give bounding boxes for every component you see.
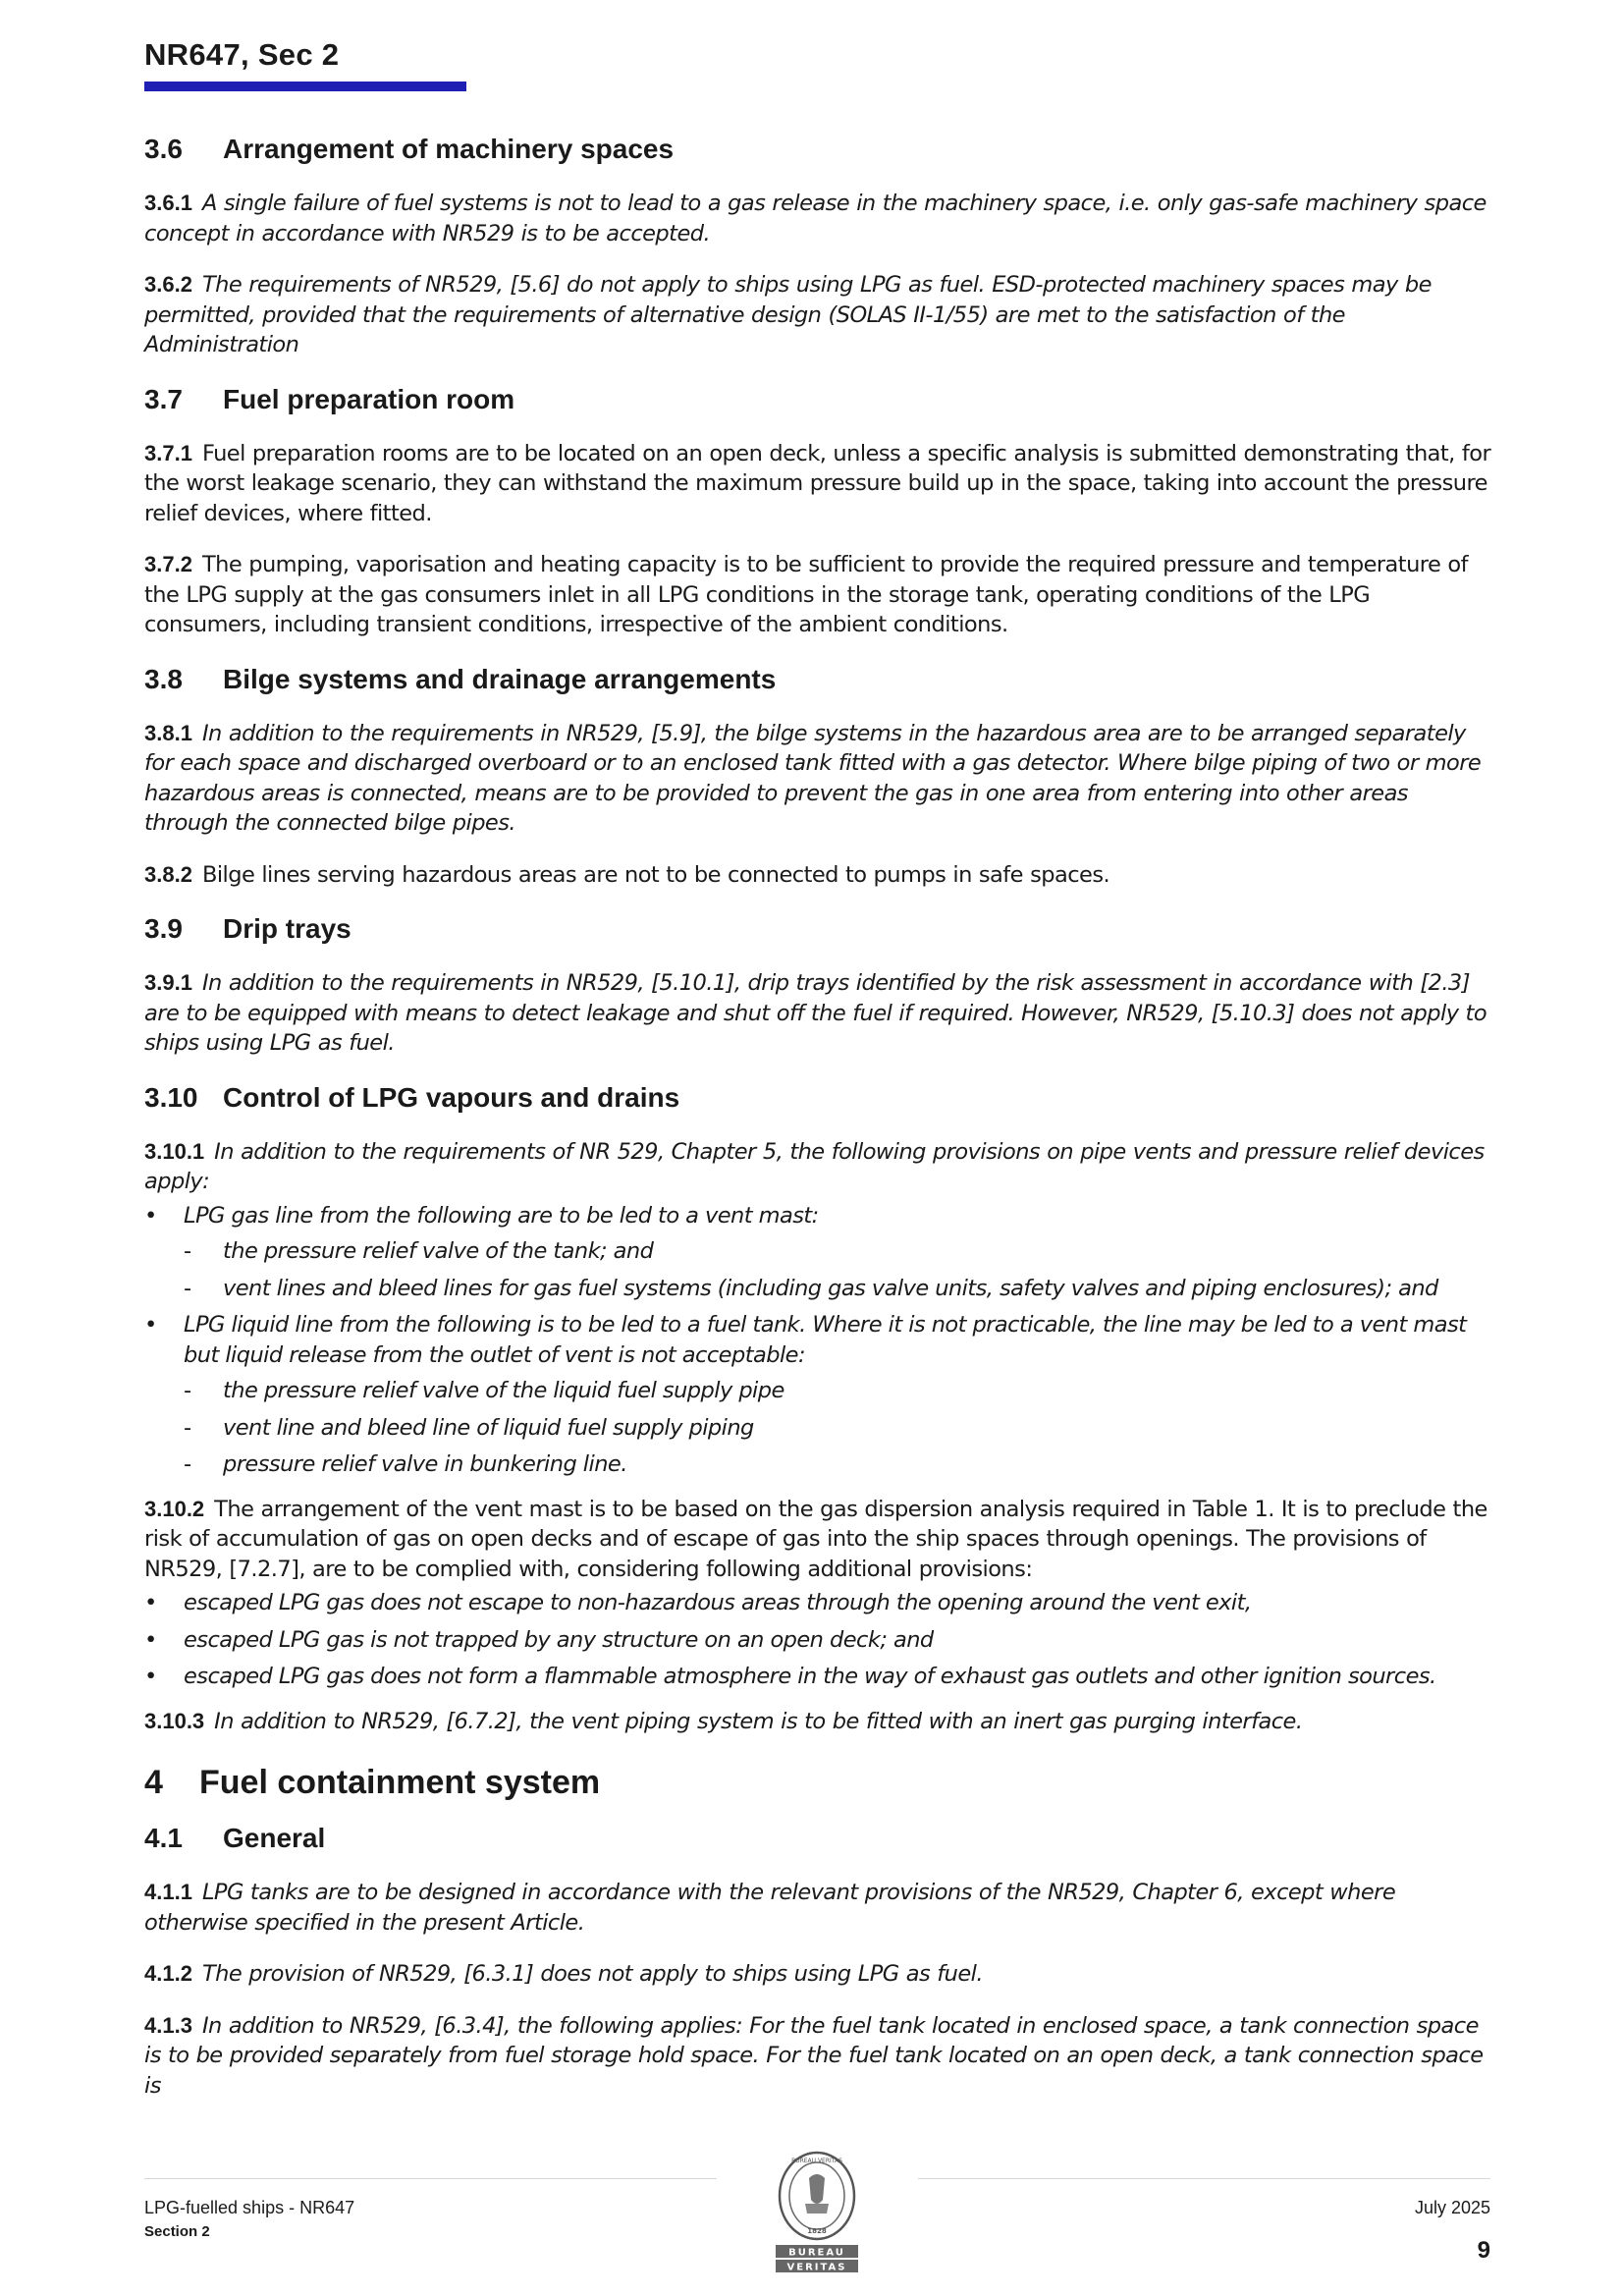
chapter-heading-4 (144, 1762, 1491, 1803)
dash-marker: - (184, 1238, 191, 1264)
bullet-marker: • (144, 1626, 157, 1653)
section-number: 3.9 (144, 913, 183, 944)
paragraph-3-10-3 (144, 1707, 1491, 1737)
paragraph-3-9-1 (144, 968, 1491, 1059)
chapter-number: 4 (144, 1764, 163, 1801)
paragraph-3-7-1 (144, 439, 1491, 529)
paragraph-3-6-1 (144, 189, 1491, 248)
list-item (144, 1310, 1491, 1480)
section-title: Drip trays (223, 913, 351, 944)
footer-divider-right (918, 2178, 1490, 2179)
paragraph-number: 4.1.2 (144, 1961, 192, 1986)
paragraph-number: 3.10.2 (144, 1496, 205, 1521)
list-item (144, 1201, 1491, 1304)
paragraph-text: In addition to the requirements in NR529, [5.9], the bilge systems in the hazardous area are to be arranged separately for each space and discharged overboard or to an enclosed tank fitted with a gas detector. Where bilge piping of two or more hazardous areas is connected, means are to be provided to prevent the gas in one area from entering into other areas through the connected bilge pipes. (144, 720, 1482, 836)
paragraph-3-8-2 (144, 860, 1491, 891)
paragraph-text: LPG tanks are to be designed in accordance with the relevant provisions of the NR529, Chapter 6, except where otherwise specified in the present Article. (144, 1880, 1396, 1936)
sub-list-item (184, 1274, 1491, 1304)
section-number: 3.10 (144, 1081, 198, 1113)
paragraph-number: 3.10.3 (144, 1708, 205, 1733)
list-item (144, 1625, 1491, 1656)
dash-marker: - (184, 1414, 191, 1441)
section-heading-4-1 (144, 1821, 1491, 1856)
section-title: Control of LPG vapours and drains (223, 1081, 680, 1113)
section-number: 3.8 (144, 663, 183, 694)
paragraph-number: 3.8.2 (144, 861, 192, 887)
sub-list (184, 1236, 1491, 1303)
paragraph-number: 4.1.3 (144, 2012, 192, 2038)
logo-year: 1828 (807, 2227, 827, 2235)
paragraph-number: 3.6.2 (144, 272, 192, 297)
sub-list (184, 1376, 1491, 1480)
paragraph-number: 3.6.1 (144, 191, 192, 215)
section-heading-3-8 (144, 662, 1491, 697)
section-title: Arrangement of machinery spaces (223, 134, 675, 164)
paragraph-text: In addition to the requirements in NR529, [5.10.1], drip trays identified by the risk assessment in accordance with [2.3] are to be equipped with means to detect leakage and shut off the fuel if required. However, NR529, [5.10.3] does not apply to ships using LPG as fuel. (144, 970, 1487, 1056)
paragraph-text: In addition to NR529, [6.7.2], the vent piping system is to be fitted with an inert gas purging interface. (214, 1708, 1303, 1734)
paragraph-3-8-1 (144, 719, 1491, 839)
paragraph-text: In addition to the requirements of NR 529, Chapter 5, the following provisions on pipe vents and pressure relief devices apply: (144, 1138, 1485, 1194)
document-body (144, 132, 1491, 2122)
paragraph-text: The pumping, vaporisation and heating capacity is to be sufficient to provide the required pressure and temperature of the LPG supply at the gas consumers inlet in all LPG conditions in the storage tank, operating conditions of the LPG consumers, including transient conditions, irrespective of the ambient conditions. (144, 552, 1468, 637)
sub-list-item-text: vent lines and bleed lines for gas fuel systems (including gas valve units, safety valves and piping enclosures); and (223, 1275, 1438, 1301)
dash-marker: - (184, 1275, 191, 1301)
section-heading-3-10 (144, 1080, 1491, 1116)
bullet-marker: • (144, 1312, 157, 1338)
page-number: 9 (1477, 2237, 1490, 2264)
footer-document-name: LPG-fuelled ships - NR647 (144, 2198, 355, 2217)
list-item-text: escaped LPG gas does not escape to non-hazardous areas through the opening around the vent exit, (184, 1590, 1252, 1615)
bullet-marker: • (144, 1202, 157, 1229)
section-number: 3.7 (144, 383, 183, 414)
paragraph-3-10-2 (144, 1495, 1491, 1585)
paragraph-text: In addition to NR529, [6.3.4], the following applies: For the fuel tank located in enclosed space, a tank connection space is to be provided separately from fuel storage hold space. For the fuel tank located on an open deck, a tank connection space is (144, 2012, 1484, 2099)
paragraph-4-1-2 (144, 1959, 1491, 1990)
list-item-text: LPG gas line from the following are to be led to a vent mast: (184, 1202, 819, 1229)
bullet-marker: • (144, 1590, 157, 1615)
logo-word-veritas: VERITAS (786, 2262, 847, 2273)
bureau-veritas-logo (770, 2149, 864, 2274)
section-title: General (223, 1823, 326, 1853)
paragraph-number: 3.10.1 (144, 1138, 205, 1164)
section-heading-3-6 (144, 132, 1491, 167)
paragraph-text: A single failure of fuel systems is not to lead to a gas release in the machinery space, i.e. only gas-safe machinery space concept in accordance with NR529 is to be accepted. (144, 191, 1487, 246)
bullet-list-3-10-2 (144, 1588, 1491, 1692)
paragraph-number: 3.8.1 (144, 720, 192, 745)
paragraph-number: 3.7.2 (144, 552, 192, 576)
sub-list-item-text: vent line and bleed line of liquid fuel supply piping (223, 1414, 754, 1441)
sub-list-item (184, 1376, 1491, 1406)
bullet-list-3-10-1 (144, 1201, 1491, 1480)
section-heading-3-9 (144, 911, 1491, 947)
paragraph-text: Fuel preparation rooms are to be located on an open deck, unless a specific analysis is submitted demonstrating that, for the worst leakage scenario, they can withstand the maximum pressure build up in the space, taking into account the pressure relief devices, where fitted. (144, 440, 1491, 526)
paragraph-number: 4.1.1 (144, 1880, 192, 1904)
paragraph-text: The provision of NR529, [6.3.1] does not apply to ships using LPG as fuel. (201, 1961, 983, 1987)
logo-ring-text: BUREAU VERITAS (791, 2158, 842, 2164)
bullet-marker: • (144, 1664, 157, 1689)
paragraph-4-1-3 (144, 2011, 1491, 2102)
logo-base (805, 2204, 829, 2214)
logo-figure (809, 2174, 825, 2204)
paragraph-text: Bilge lines serving hazardous areas are not to be connected to pumps in safe spaces. (201, 861, 1110, 888)
list-item-text: escaped LPG gas does not form a flammable atmosphere in the way of exhaust gas outlets and other ignition sources. (184, 1664, 1436, 1689)
sub-list-item-text: pressure relief valve in bunkering line. (223, 1451, 627, 1477)
footer-date: July 2025 (1414, 2198, 1490, 2217)
chapter-title: Fuel containment system (199, 1764, 601, 1801)
section-title: Fuel preparation room (223, 383, 515, 414)
section-heading-3-7 (144, 382, 1491, 417)
section-number: 4.1 (144, 1823, 183, 1853)
paragraph-4-1-1 (144, 1878, 1491, 1938)
paragraph-3-6-2 (144, 270, 1491, 360)
logo-word-bureau: BUREAU (788, 2247, 845, 2259)
dash-marker: - (184, 1378, 191, 1403)
paragraph-3-10-1 (144, 1137, 1491, 1197)
dash-marker: - (184, 1451, 191, 1477)
paragraph-number: 3.9.1 (144, 970, 192, 995)
sub-list-item (184, 1236, 1491, 1267)
footer-divider-left (144, 2178, 717, 2179)
sub-list-item (184, 1449, 1491, 1480)
paragraph-text: The requirements of NR529, [5.6] do not apply to ships using LPG as fuel. ESD-protected machinery spaces may be permitted, provided that the requirements of alternative design (SOLAS II-1/55) are met to the satisfaction of the Administration (144, 272, 1432, 357)
paragraph-number: 3.7.1 (144, 440, 192, 465)
list-item (144, 1588, 1491, 1618)
list-item-text: escaped LPG gas is not trapped by any structure on an open deck; and (184, 1626, 934, 1653)
header-rule (144, 82, 466, 91)
section-title: Bilge systems and drainage arrangements (223, 663, 777, 694)
sub-list-item (184, 1413, 1491, 1444)
sub-list-item-text: the pressure relief valve of the tank; and (223, 1238, 654, 1264)
list-item-text: LPG liquid line from the following is to be led to a fuel tank. Where it is not practicable, the line may be led to a vent mast but liquid release from the outlet of vent is not acceptable: (184, 1312, 1467, 1368)
footer-section: Section 2 (144, 2223, 210, 2240)
section-number: 3.6 (144, 134, 183, 164)
sub-list-item-text: the pressure relief valve of the liquid fuel supply pipe (223, 1378, 784, 1403)
list-item (144, 1662, 1491, 1692)
header-title: NR647, Sec 2 (144, 37, 340, 72)
paragraph-3-7-2 (144, 550, 1491, 640)
paragraph-text: The arrangement of the vent mast is to be based on the gas dispersion analysis required in Table 1. It is to preclude the risk of accumulation of gas on open decks and of escape of gas into the ship spaces through openings. The provisions of NR529, [7.2.7], are to be complied with, considering following additional provisions: (144, 1496, 1487, 1582)
